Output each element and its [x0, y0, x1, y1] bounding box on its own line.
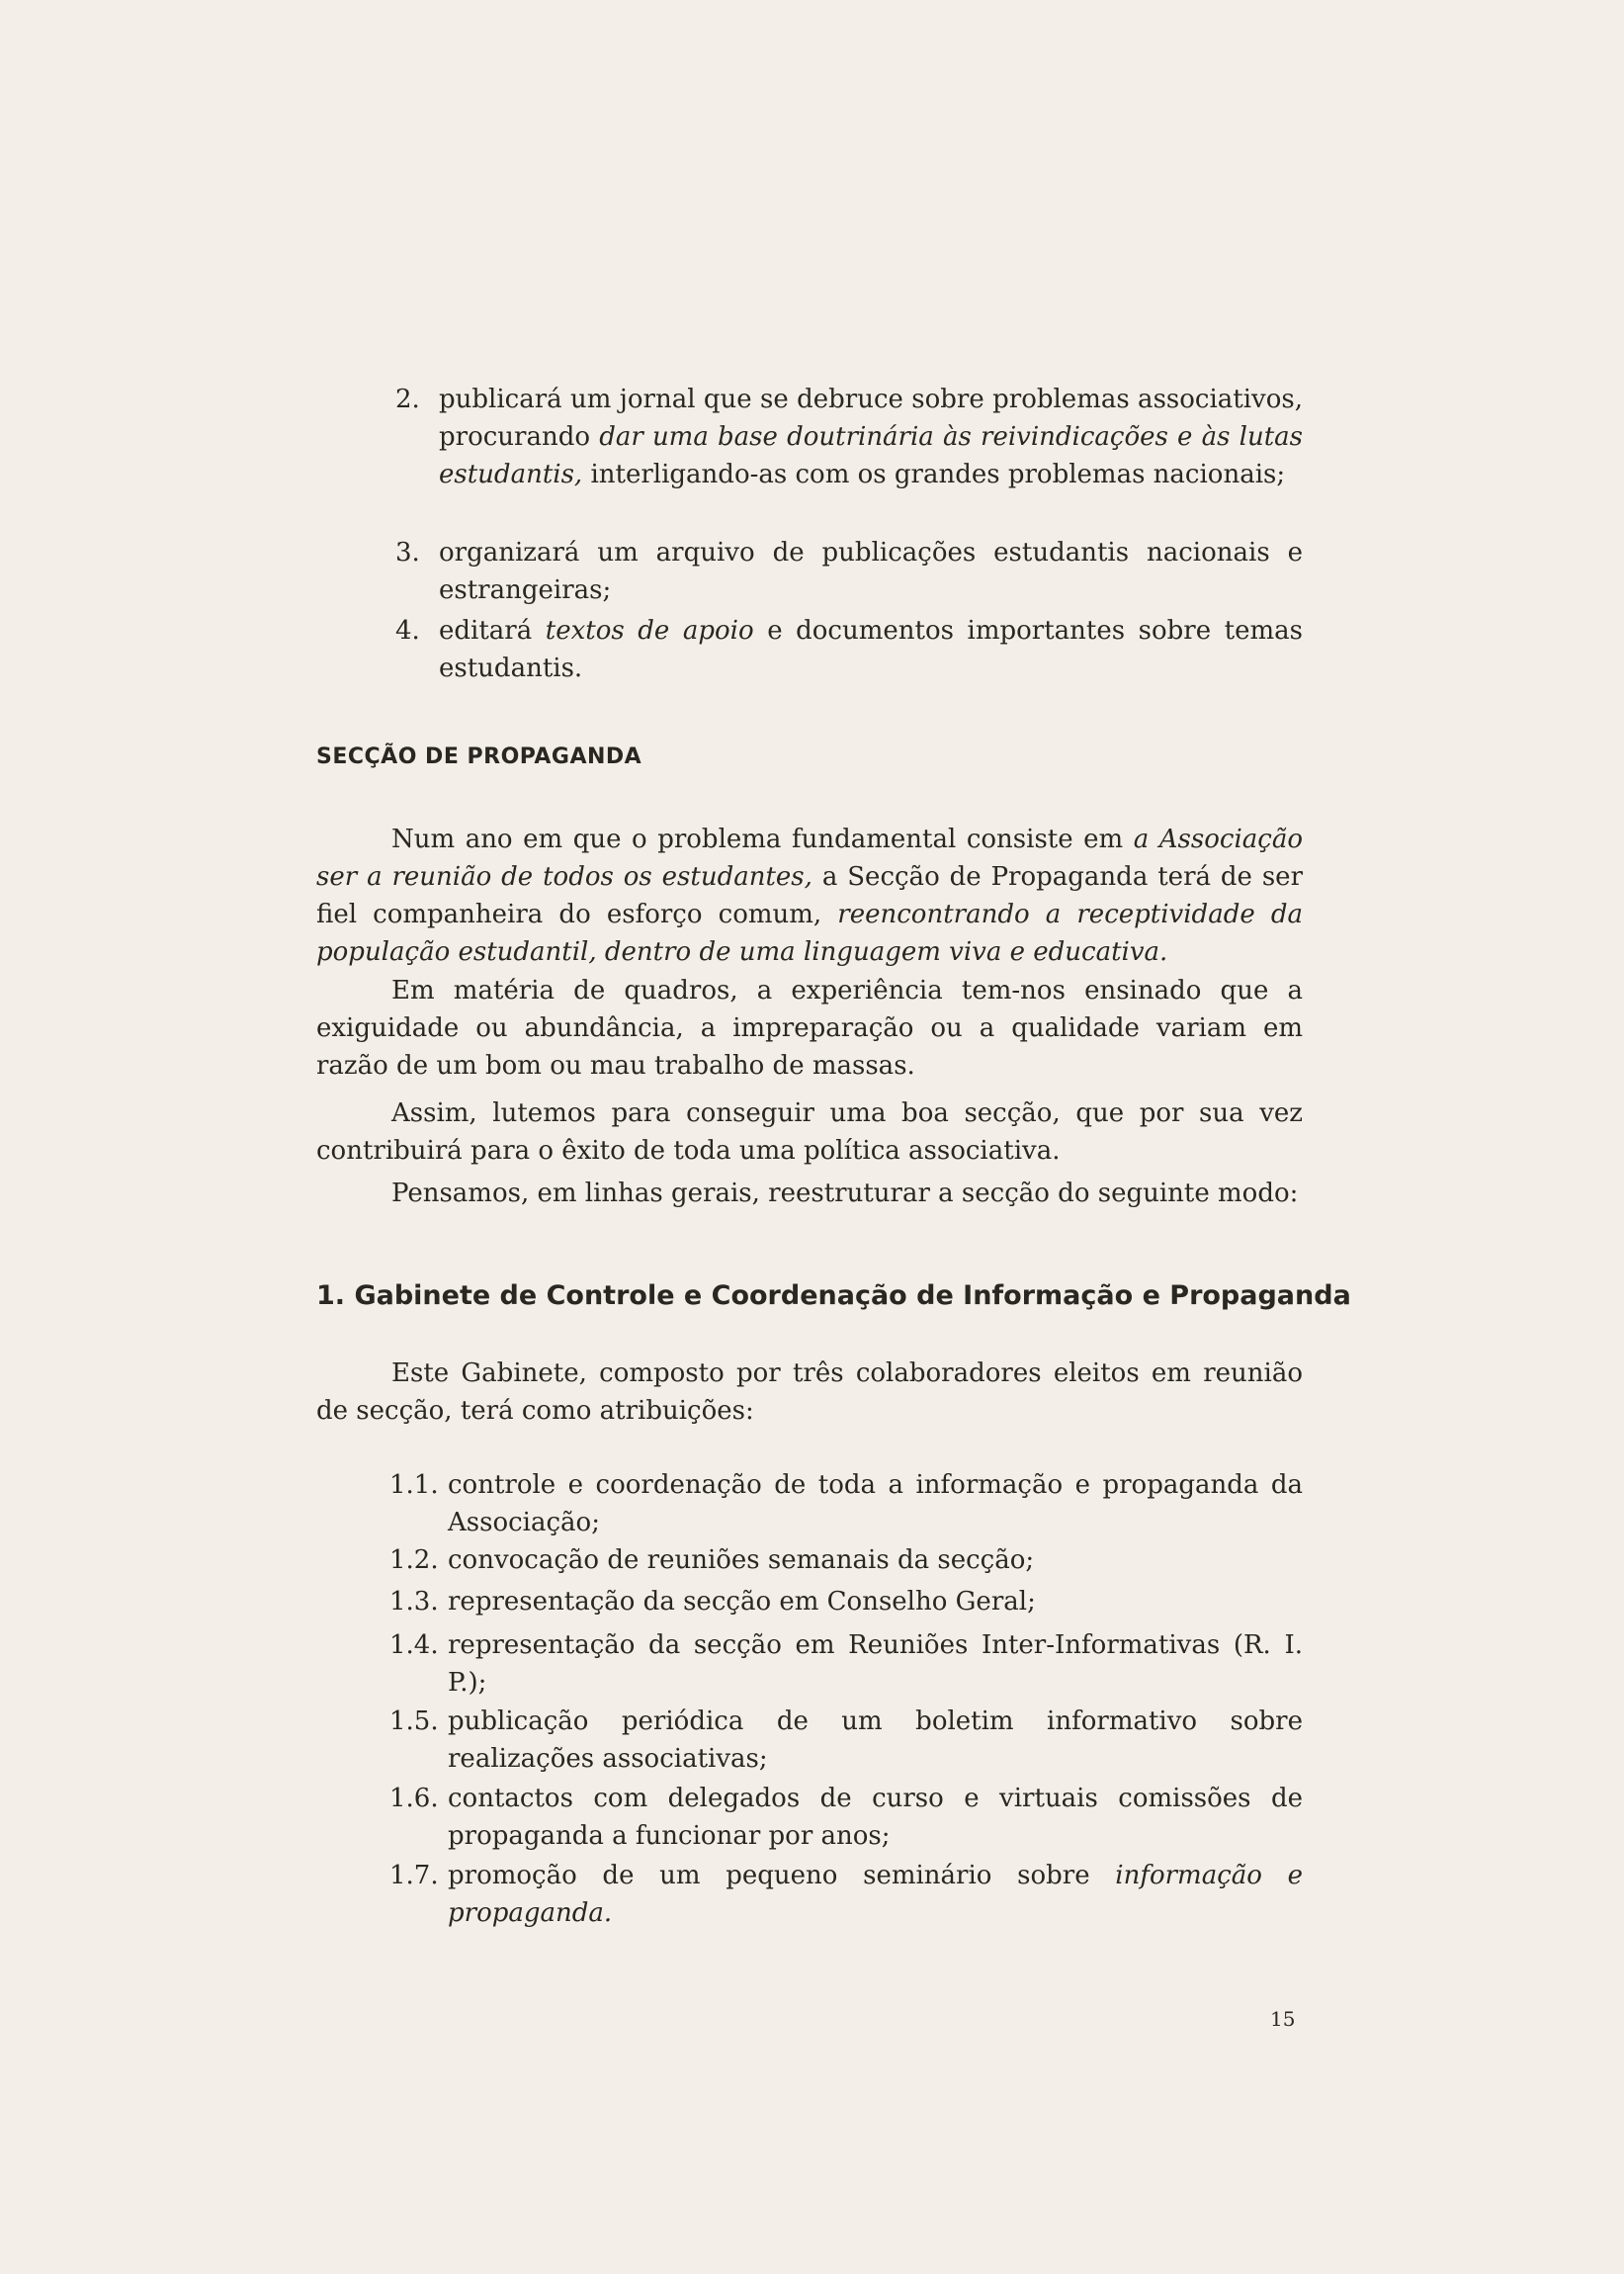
- list-number: 1.2.: [389, 1545, 439, 1575]
- list-item: convocação de reuniões semanais da secção;: [448, 1545, 1035, 1575]
- list-item: contactos com delegados de curso e virtuais comissões de propaganda a funcionar por anos;: [448, 1784, 1303, 1851]
- list-item: representação da secção em Reuniões Inter-Informativas (R. I. P.);: [448, 1630, 1303, 1698]
- list-number: 1.1.: [389, 1470, 439, 1500]
- list-number: 1.3.: [389, 1587, 439, 1617]
- paragraph: Pensamos, em linhas gerais, reestruturar a secção do seguinte modo:: [391, 1179, 1299, 1208]
- list-item: promoção de um pequeno seminário sobre informação e propaganda.: [448, 1861, 1303, 1928]
- paragraph: Num ano em que o problema fundamental consiste em a Associação ser a reunião de todos os estudantes, a Secção de Propaganda terá de ser fiel companheira do esforço comum, reencontrando a receptividade da população estudantil, dentro de uma linguagem viva e educativa.: [316, 825, 1303, 967]
- paragraph: Este Gabinete, composto por três colaboradores eleitos em reunião de secção, terá como atribuições:: [316, 1358, 1303, 1426]
- list-item: publicará um jornal que se debruce sobre problemas associativos, procurando dar uma base doutrinária às reivindicações e às lutas estudantis, interligando-as com os grandes problemas nacionais;: [439, 385, 1303, 489]
- paragraph: Assim, lutemos para conseguir uma boa secção, que por sua vez contribuirá para o êxito de toda uma política associativa.: [316, 1098, 1303, 1166]
- list-number: 1.5.: [389, 1706, 439, 1736]
- list-number: 3.: [395, 538, 420, 568]
- list-number: 2.: [395, 385, 420, 414]
- list-item: representação da secção em Conselho Geral;: [448, 1587, 1036, 1617]
- list-item: publicação periódica de um boletim informativo sobre realizações associativas;: [448, 1706, 1303, 1774]
- list-number: 1.4.: [389, 1630, 439, 1660]
- page-number: 15: [1270, 2007, 1296, 2031]
- list-item: editará textos de apoio e documentos importantes sobre temas estudantis.: [439, 616, 1303, 683]
- list-item: organizará um arquivo de publicações estudantis nacionais e estrangeiras;: [439, 538, 1303, 605]
- paragraph: Em matéria de quadros, a experiência tem-nos ensinado que a exiguidade ou abundância, a impreparação ou a qualidade variam em razão de um bom ou mau trabalho de massas.: [316, 976, 1303, 1081]
- list-number: 1.6.: [389, 1784, 439, 1813]
- list-item: controle e coordenação de toda a informação e propaganda da Associação;: [448, 1470, 1303, 1537]
- section-heading: SECÇÃO DE PROPAGANDA: [316, 744, 642, 769]
- subsection-heading: 1. Gabinete de Controle e Coordenação de Informação e Propaganda: [316, 1280, 1351, 1311]
- list-number: 1.7.: [389, 1861, 439, 1890]
- list-number: 4.: [395, 616, 420, 646]
